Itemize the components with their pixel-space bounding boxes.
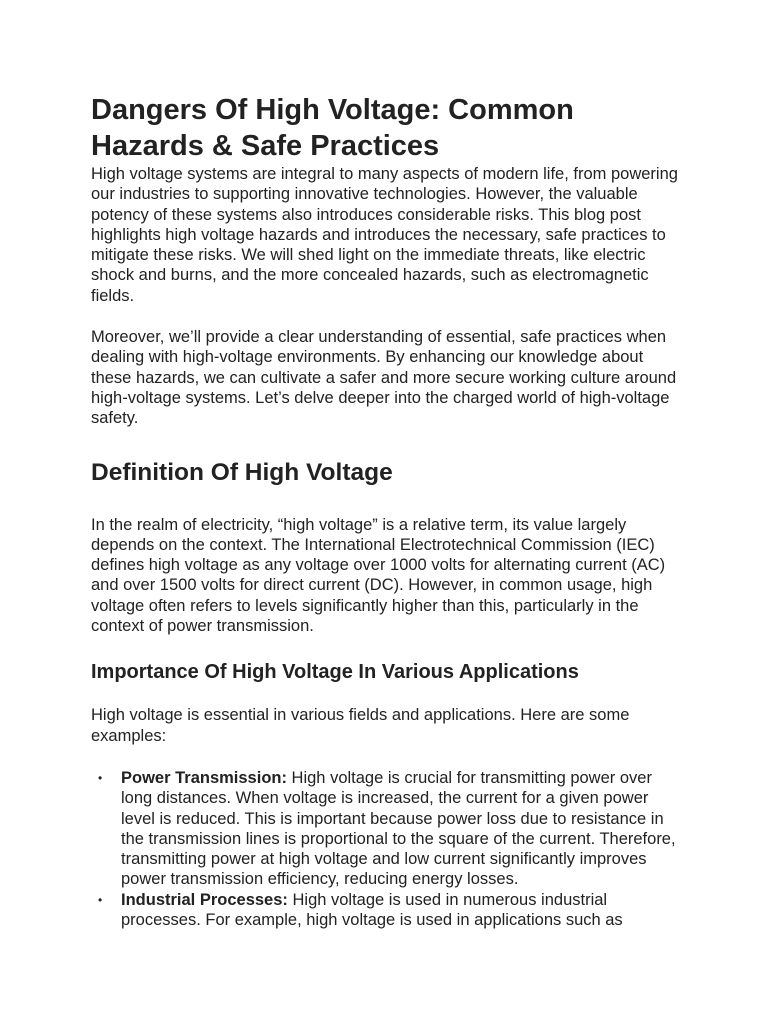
applications-list <box>91 768 681 930</box>
article <box>91 92 681 930</box>
list-item-label: Industrial Processes: <box>121 890 288 909</box>
definition-paragraph: In the realm of electricity, “high voltage” is a relative term, its value largely depends on the context. The International Electrotechnical Commission (IEC) defines high voltage as any voltage over 1000 volts for alternating current (AC) and over 1500 volts for direct current (DC). However, in common usage, high voltage often refers to levels significantly higher than this, particularly in the context of power transmission. <box>91 515 666 636</box>
section-heading-importance: Importance Of High Voltage In Various Applications <box>91 661 579 684</box>
article-title: Dangers Of High Voltage: Common Hazards & Safe Practices <box>91 94 574 162</box>
list-item <box>98 768 681 890</box>
list-item-label: Power Transmission: <box>121 768 287 787</box>
intro-paragraph: High voltage systems are integral to many aspects of modern life, from powering our industries to supporting innovative technologies. However, the valuable potency of these systems also introduces considerable risks. This blog post highlights high voltage hazards and introduces the necessary, safe practices to mitigate these risks. We will shed light on the immediate threats, like electric shock and burns, and the more concealed hazards, such as electromagnetic fields. <box>91 165 678 305</box>
bullet-icon: • <box>98 770 103 785</box>
section-heading-definition: Definition Of High Voltage <box>91 458 393 486</box>
list-item <box>98 890 681 931</box>
intro-paragraph: Moreover, we’ll provide a clear understanding of essential, safe practices when dealing with high-voltage environments. By enhancing our knowledge about these hazards, we can cultivate a safer and more secure working culture around high-voltage systems. Let’s delve deeper into the charged world of high-voltage safety. <box>91 328 677 428</box>
bullet-icon: • <box>98 892 103 907</box>
list-item-text: High voltage is crucial for transmitting power over long distances. When voltage is increased, the current for a given power level is reduced. This is important because power loss due to resistance in the transmission lines is proportional to the square of the current. Therefore, transmitting power at high voltage and low current significantly improves power transmission efficiency, reducing energy losses. <box>121 768 676 889</box>
importance-paragraph: High voltage is essential in various fields and applications. Here are some examples: <box>91 706 630 745</box>
list-item-text: High voltage is used in numerous industrial processes. For example, high voltage is used in applications such as <box>121 890 623 930</box>
